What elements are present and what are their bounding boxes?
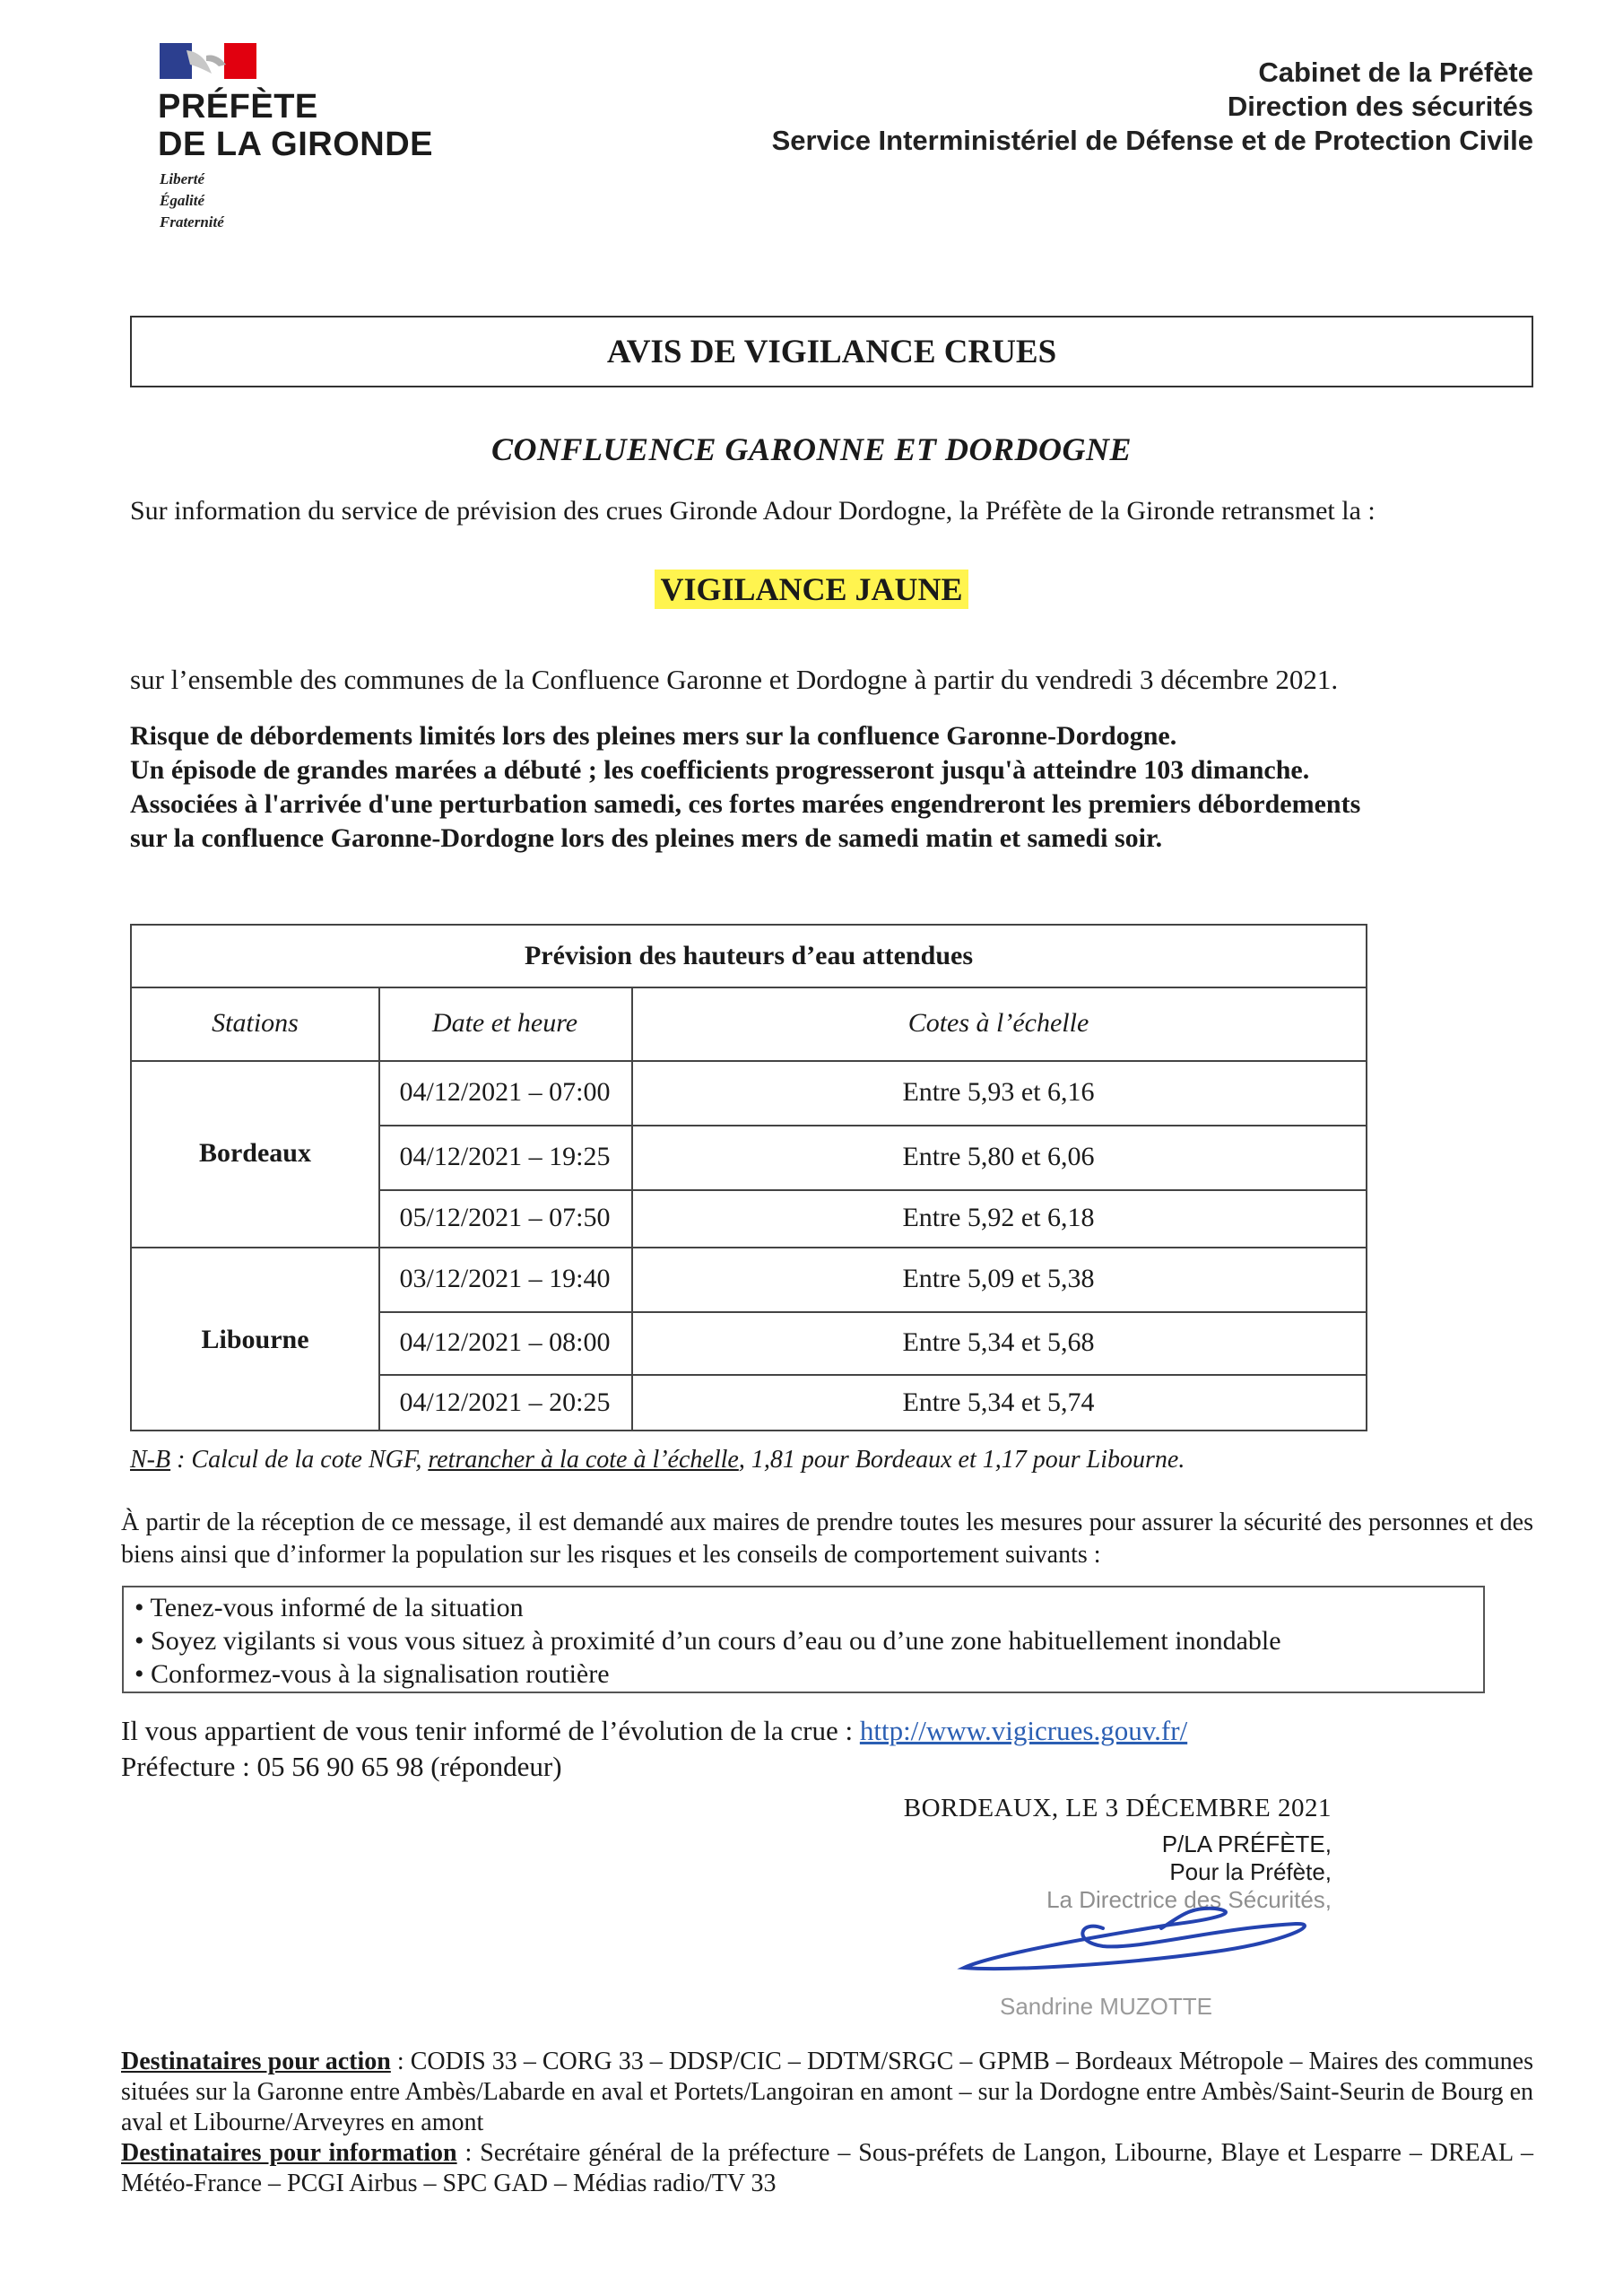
table-cell-range: Entre 5,34 et 5,74 (902, 1387, 1095, 1417)
vigilance-level-label: VIGILANCE JAUNE (655, 570, 968, 609)
signature-line-3: La Directrice des Sécurités, (1046, 1886, 1332, 1913)
table-cell-datetime: 04/12/2021 – 19:25 (399, 1142, 611, 1171)
table-cell-range: Entre 5,80 et 6,06 (902, 1142, 1095, 1171)
recipients-info (121, 2138, 1533, 2199)
forecast-table (130, 924, 1367, 1431)
vigilance-level (0, 570, 1623, 608)
handwritten-signature-icon (946, 1892, 1341, 1991)
issuing-cabinet: Cabinet de la Préfète (1258, 57, 1533, 88)
table-cell-range: Entre 5,09 et 5,38 (902, 1264, 1095, 1293)
issuing-direction: Direction des sécurités (1227, 91, 1533, 122)
recipients-info-text: : Secrétaire général de la préfecture – Sous-préfets de Langon, Libourne, Blaye et Lesparre – DREAL – Météo-France – PCGI Airbus – SPC GAD – Médias radio/TV 33 (121, 2139, 1534, 2197)
document-title: AVIS DE VIGILANCE CRUES (606, 333, 1057, 370)
prefecture-phone: Préfecture : 05 56 90 65 98 (répondeur) (121, 1751, 562, 1782)
column-header-levels: Cotes à l’échelle (907, 1008, 1089, 1038)
signatory-name: Sandrine MUZOTTE (1000, 1993, 1212, 2020)
risk-line: Un épisode de grandes marées a débuté ; les coefficients progresseront jusqu'à atteindre 103 dimanche. (130, 755, 1310, 785)
mayor-request: À partir de la réception de ce message, il est demandé aux maires de prendre toutes les mesures pour assurer la sécurité des personnes et des biens ainsi que d’informer la population sur les risques et les conseils de comportement suivants : (121, 1509, 1533, 1569)
intro-text: Sur information du service de prévision des crues Gironde Adour Dordogne, la Préfète de la Gironde retransmet la : (130, 496, 1376, 526)
table-cell-datetime: 03/12/2021 – 19:40 (399, 1264, 611, 1293)
document-subtitle: CONFLUENCE GARONNE ET DORDOGNE (490, 431, 1133, 467)
signature-line-2: Pour la Préfète, (1169, 1858, 1332, 1885)
note-label: N-B (130, 1446, 171, 1474)
table-cell-datetime: 04/12/2021 – 08:00 (399, 1327, 611, 1357)
follow-up-info (121, 1713, 1187, 1785)
risk-line: Associées à l'arrivée d'une perturbation samedi, ces fortes marées engendreront les premiers débordements (130, 789, 1361, 819)
recipients (121, 2047, 1533, 2199)
column-header-datetime: Date et heure (431, 1008, 578, 1038)
advice-item: • Tenez-vous informé de la situation (135, 1593, 524, 1622)
note-underlined: retrancher à la cote à l’échelle (428, 1446, 739, 1474)
recipients-action-text: : CODIS 33 – CORG 33 – DDSP/CIC – DDTM/SRGC – GPMB – Bordeaux Métropole – Maires des communes situées sur la Garonne entre Ambès/Labarde en aval et Portets/Langoiran en amont – sur la Dordogne entre Ambès/Saint-Seurin de Bourg en aval et Libourne/Arveyres en amont (121, 2048, 1533, 2136)
advice-item: • Conformez-vous à la signalisation routière (135, 1659, 610, 1689)
prefecture-logo-text (158, 88, 433, 163)
table-cell-datetime: 04/12/2021 – 20:25 (399, 1387, 611, 1417)
recipients-action (121, 2047, 1533, 2138)
logo-line-2: DE LA GIRONDE (158, 126, 433, 163)
behaviour-advice-box (122, 1586, 1485, 1693)
motto-egalite: Égalité (160, 192, 205, 209)
risk-line: sur la confluence Garonne-Dordogne lors des pleines mers de samedi matin et samedi soir. (130, 823, 1163, 853)
table-cell-range: Entre 5,93 et 6,16 (902, 1077, 1095, 1107)
vigicrues-link[interactable]: http://www.vigicrues.gouv.fr/ (859, 1715, 1188, 1746)
republic-motto (160, 169, 224, 233)
table-cell-datetime: 05/12/2021 – 07:50 (399, 1203, 611, 1232)
advice-item: • Soyez vigilants si vous vous situez à proximité d’un cours d’eau ou d’une zone habituellement inondable (135, 1626, 1281, 1656)
station-libourne: Libourne (201, 1325, 309, 1354)
risk-line: Risque de débordements limités lors des pleines mers sur la confluence Garonne-Dordogne. (130, 721, 1177, 751)
issuing-service-line: Service Interministériel de Défense et de Protection Civile (771, 125, 1533, 156)
note-text-a: : Calcul de la cote NGF, (170, 1446, 429, 1474)
table-caption: Prévision des hauteurs d’eau attendues (132, 926, 1366, 988)
follow-text: Il vous appartient de vous tenir informé de l’évolution de la crue : (121, 1715, 860, 1746)
station-bordeaux: Bordeaux (198, 1138, 311, 1168)
scope-text: sur l’ensemble des communes de la Confluence Garonne et Dordogne à partir du vendredi 3 décembre 2021. (130, 664, 1339, 695)
note-text-b: , 1,81 pour Bordeaux et 1,17 pour Libourne. (738, 1446, 1185, 1474)
signature-line-1: P/LA PRÉFÈTE, (1161, 1831, 1332, 1857)
marianne-logo-icon (160, 43, 256, 79)
motto-fraternite: Fraternité (160, 213, 224, 230)
ngf-note (130, 1446, 1185, 1474)
recipients-info-label: Destinataires pour information (121, 2139, 457, 2167)
table-cell-datetime: 04/12/2021 – 07:00 (399, 1077, 611, 1107)
table-cell-range: Entre 5,34 et 5,68 (902, 1327, 1095, 1357)
logo-line-1: PRÉFÈTE (158, 88, 318, 126)
table-cell-range: Entre 5,92 et 6,18 (902, 1203, 1095, 1232)
document-title-box (130, 316, 1533, 387)
risk-summary (130, 719, 1565, 856)
signature-date: BORDEAUX, LE 3 DÉCEMBRE 2021 (903, 1794, 1332, 1822)
motto-liberte: Liberté (160, 170, 205, 187)
column-header-stations: Stations (212, 1008, 299, 1038)
recipients-action-label: Destinataires pour action (121, 2048, 391, 2075)
issuing-service (772, 56, 1533, 158)
